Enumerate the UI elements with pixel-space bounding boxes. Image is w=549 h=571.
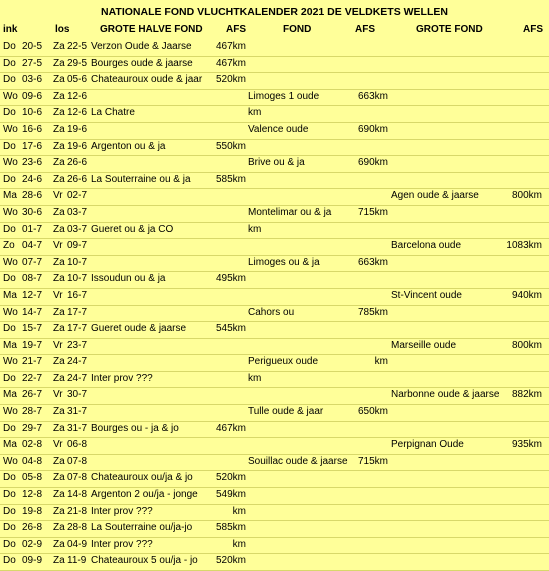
fond-race: km xyxy=(248,107,262,119)
ink-date: 03-6 xyxy=(22,74,43,86)
ink-day: Wo xyxy=(3,356,18,368)
grote-halve-fond-race: La Souterraine ou & ja xyxy=(91,173,191,185)
ink-day: Wo xyxy=(3,455,18,467)
table-row xyxy=(0,538,549,555)
ink-date: 02-8 xyxy=(22,439,43,451)
ink-day: Do xyxy=(3,57,16,69)
ink-day: Do xyxy=(3,223,16,235)
grote-halve-fond-race: Inter prov ??? xyxy=(91,372,153,384)
table-row xyxy=(0,438,549,455)
los-date: 28-8 xyxy=(67,522,88,534)
fond-distance: 663km xyxy=(357,90,388,102)
table-row xyxy=(0,239,549,256)
table-row xyxy=(0,388,549,405)
fond-distance: 690km xyxy=(357,123,388,135)
ink-date: 24-6 xyxy=(22,173,43,185)
los-day: Vr xyxy=(53,439,63,451)
los-date: 17-7 xyxy=(67,306,88,318)
ink-day: Do xyxy=(3,173,16,185)
grote-fond-distance: 800km xyxy=(511,190,542,202)
table-row xyxy=(0,554,549,571)
ink-day: Do xyxy=(3,372,16,384)
fond-distance: km xyxy=(374,356,388,368)
ink-date: 28-7 xyxy=(22,406,43,418)
header-grote-fond: GROTE FOND xyxy=(416,24,483,35)
los-date: 21-8 xyxy=(67,505,88,517)
ink-day: Wo xyxy=(3,256,18,268)
ink-date: 28-6 xyxy=(22,190,43,202)
los-date: 17-7 xyxy=(67,323,88,335)
ink-date: 09-9 xyxy=(22,555,43,567)
ink-date: 09-6 xyxy=(22,90,43,102)
grote-halve-fond-distance: 585km xyxy=(215,173,246,185)
table-row xyxy=(0,106,549,123)
los-date: 10-7 xyxy=(67,273,88,285)
ink-date: 14-7 xyxy=(22,306,43,318)
los-date: 04-9 xyxy=(67,538,88,550)
los-day: Za xyxy=(53,538,65,550)
los-day: Vr xyxy=(53,339,63,351)
table-row xyxy=(0,455,549,472)
ink-day: Do xyxy=(3,140,16,152)
table-row xyxy=(0,471,549,488)
grote-fond-distance: 935km xyxy=(511,439,542,451)
ink-date: 16-6 xyxy=(22,123,43,135)
grote-halve-fond-race: Argenton ou & ja xyxy=(91,140,166,152)
fond-race: Perigueux oude xyxy=(248,356,319,368)
los-date: 12-6 xyxy=(67,107,88,119)
los-day: Za xyxy=(53,41,65,52)
grote-halve-fond-distance: 467km xyxy=(215,57,246,69)
header-afs-halve-fond: AFS xyxy=(226,24,246,35)
ink-date: 19-7 xyxy=(22,339,43,351)
los-date: 29-5 xyxy=(67,57,88,69)
grote-fond-race: Barcelona oude xyxy=(391,240,462,252)
los-day: Za xyxy=(53,306,65,318)
los-date: 14-8 xyxy=(67,489,88,501)
header-los: los xyxy=(55,24,70,35)
table-row xyxy=(0,223,549,240)
ink-date: 21-7 xyxy=(22,356,43,368)
grote-halve-fond-race: Chateauroux 5 ou/ja - jo xyxy=(91,555,198,567)
ink-day: Do xyxy=(3,555,16,567)
los-date: 07-8 xyxy=(67,472,88,484)
fond-race: km xyxy=(248,223,262,235)
fond-race: Valence oude xyxy=(248,123,309,135)
header-grote-halve-fond: GROTE HALVE FOND xyxy=(100,24,203,35)
grote-halve-fond-distance: 467km xyxy=(215,41,246,52)
ink-day: Ma xyxy=(3,389,17,401)
ink-day: Do xyxy=(3,74,16,86)
los-date: 30-7 xyxy=(67,389,88,401)
ink-day: Do xyxy=(3,522,16,534)
table-row xyxy=(0,289,549,306)
ink-day: Zo xyxy=(3,240,15,252)
los-day: Za xyxy=(53,273,65,285)
ink-date: 26-8 xyxy=(22,522,43,534)
ink-date: 05-8 xyxy=(22,472,43,484)
los-day: Za xyxy=(53,406,65,418)
los-day: Vr xyxy=(53,389,63,401)
grote-fond-race: Perpignan Oude xyxy=(391,439,464,451)
table-row xyxy=(0,40,549,57)
grote-halve-fond-race: La Souterraine ou/ja-jo xyxy=(91,522,193,534)
ink-date: 30-6 xyxy=(22,206,43,218)
ink-date: 22-7 xyxy=(22,372,43,384)
fond-race: Tulle oude & jaar xyxy=(248,406,324,418)
ink-day: Do xyxy=(3,472,16,484)
grote-halve-fond-race: Verzon Oude & Jaarse xyxy=(91,41,192,52)
ink-date: 27-5 xyxy=(22,57,43,69)
ink-date: 08-7 xyxy=(22,273,43,285)
table-row xyxy=(0,306,549,323)
table-row xyxy=(0,405,549,422)
grote-halve-fond-race: Argenton 2 ou/ja - jonge xyxy=(91,489,198,501)
los-day: Za xyxy=(53,505,65,517)
grote-fond-distance: 882km xyxy=(511,389,542,401)
table-row xyxy=(0,57,549,74)
los-date: 26-6 xyxy=(67,157,88,169)
ink-date: 19-8 xyxy=(22,505,43,517)
table-row xyxy=(0,189,549,206)
table-row xyxy=(0,206,549,223)
los-day: Za xyxy=(53,123,65,135)
los-date: 09-7 xyxy=(67,240,88,252)
los-day: Za xyxy=(53,455,65,467)
table-row xyxy=(0,156,549,173)
ink-day: Do xyxy=(3,41,16,52)
fond-distance: 715km xyxy=(357,455,388,467)
grote-halve-fond-distance: 520km xyxy=(215,74,246,86)
los-day: Za xyxy=(53,256,65,268)
los-day: Za xyxy=(53,90,65,102)
table-row xyxy=(0,521,549,538)
grote-fond-distance: 1083km xyxy=(506,240,542,252)
grote-halve-fond-distance: 520km xyxy=(215,555,246,567)
los-day: Vr xyxy=(53,190,63,202)
grote-halve-fond-distance: 549km xyxy=(215,489,246,501)
table-row xyxy=(0,339,549,356)
fond-race: km xyxy=(248,372,262,384)
los-day: Za xyxy=(53,173,65,185)
grote-fond-distance: 940km xyxy=(511,289,542,301)
ink-date: 12-8 xyxy=(22,489,43,501)
calendar-table xyxy=(0,40,549,571)
grote-halve-fond-distance: 467km xyxy=(215,422,246,434)
grote-halve-fond-race: Inter prov ??? xyxy=(91,505,153,517)
ink-day: Ma xyxy=(3,339,17,351)
ink-day: Ma xyxy=(3,190,17,202)
table-row xyxy=(0,322,549,339)
ink-day: Wo xyxy=(3,123,18,135)
grote-halve-fond-distance: 520km xyxy=(215,472,246,484)
ink-day: Wo xyxy=(3,90,18,102)
los-day: Za xyxy=(53,522,65,534)
table-row xyxy=(0,422,549,439)
ink-day: Wo xyxy=(3,406,18,418)
los-day: Za xyxy=(53,372,65,384)
ink-date: 04-8 xyxy=(22,455,43,467)
header-fond: FOND xyxy=(283,24,312,35)
ink-day: Do xyxy=(3,422,16,434)
los-date: 19-6 xyxy=(67,123,88,135)
ink-date: 07-7 xyxy=(22,256,43,268)
grote-fond-distance: 800km xyxy=(511,339,542,351)
los-date: 19-6 xyxy=(67,140,88,152)
los-day: Za xyxy=(53,422,65,434)
grote-fond-race: Narbonne oude & jaarse xyxy=(391,389,500,401)
fond-race: Limoges 1 oude xyxy=(248,90,320,102)
grote-halve-fond-race: Chateauroux oude & jaar xyxy=(91,74,203,86)
page-title: NATIONALE FOND VLUCHTKALENDER 2021 DE VELDKETS WELLEN xyxy=(101,6,448,18)
ink-day: Wo xyxy=(3,306,18,318)
table-row xyxy=(0,173,549,190)
los-day: Za xyxy=(53,206,65,218)
table-row xyxy=(0,488,549,505)
los-date: 24-7 xyxy=(67,372,88,384)
grote-halve-fond-distance: km xyxy=(232,538,246,550)
grote-halve-fond-race: Bourges oude & jaarse xyxy=(91,57,193,69)
los-date: 02-7 xyxy=(67,190,88,202)
los-date: 22-5 xyxy=(67,41,88,52)
ink-day: Do xyxy=(3,489,16,501)
fond-distance: 785km xyxy=(357,306,388,318)
los-date: 03-7 xyxy=(67,223,88,235)
grote-halve-fond-race: Gueret oude & jaarse xyxy=(91,323,187,335)
los-date: 03-7 xyxy=(67,206,88,218)
fond-distance: 650km xyxy=(357,406,388,418)
grote-halve-fond-race: Bourges ou - ja & jo xyxy=(91,422,179,434)
table-row xyxy=(0,355,549,372)
los-date: 11-9 xyxy=(67,555,87,567)
grote-halve-fond-race: Chateauroux ou/ja & jo xyxy=(91,472,193,484)
los-day: Vr xyxy=(53,289,63,301)
los-day: Za xyxy=(53,555,65,567)
header-afs-fond: AFS xyxy=(355,24,375,35)
ink-day: Do xyxy=(3,505,16,517)
header-ink: ink xyxy=(3,24,18,35)
los-date: 10-7 xyxy=(67,256,88,268)
grote-halve-fond-race: Inter prov ??? xyxy=(91,538,153,550)
grote-fond-race: St-Vincent oude xyxy=(391,289,462,301)
table-row xyxy=(0,272,549,289)
los-date: 05-6 xyxy=(67,74,88,86)
los-day: Za xyxy=(53,489,65,501)
ink-day: Ma xyxy=(3,289,17,301)
grote-halve-fond-distance: 550km xyxy=(215,140,246,152)
fond-race: Brive ou & ja xyxy=(248,157,305,169)
fond-distance: 715km xyxy=(357,206,388,218)
ink-day: Wo xyxy=(3,206,18,218)
grote-halve-fond-distance: 495km xyxy=(215,273,246,285)
ink-day: Do xyxy=(3,273,16,285)
grote-halve-fond-distance: 545km xyxy=(215,323,246,335)
table-row xyxy=(0,256,549,273)
fond-race: Souillac oude & jaarse xyxy=(248,455,348,467)
los-date: 16-7 xyxy=(67,289,88,301)
los-day: Za xyxy=(53,223,65,235)
fond-distance: 663km xyxy=(357,256,388,268)
grote-halve-fond-distance: 585km xyxy=(215,522,246,534)
ink-day: Do xyxy=(3,323,16,335)
ink-date: 29-7 xyxy=(22,422,43,434)
table-row xyxy=(0,505,549,522)
ink-date: 01-7 xyxy=(22,223,43,235)
los-day: Za xyxy=(53,472,65,484)
ink-day: Ma xyxy=(3,439,17,451)
los-day: Za xyxy=(53,323,65,335)
table-row xyxy=(0,90,549,107)
column-header-row xyxy=(0,24,549,38)
header-afs-grote-fond: AFS xyxy=(523,24,543,35)
ink-day: Wo xyxy=(3,157,18,169)
ink-day: Do xyxy=(3,538,16,550)
ink-date: 15-7 xyxy=(22,323,43,335)
ink-date: 20-5 xyxy=(22,41,43,52)
ink-day: Do xyxy=(3,107,16,119)
grote-halve-fond-race: La Chatre xyxy=(91,107,135,119)
ink-date: 23-6 xyxy=(22,157,43,169)
los-day: Za xyxy=(53,140,65,152)
los-date: 24-7 xyxy=(67,356,88,368)
table-row xyxy=(0,123,549,140)
grote-halve-fond-race: Issoudun ou & ja xyxy=(91,273,166,285)
los-day: Za xyxy=(53,107,65,119)
los-date: 23-7 xyxy=(67,339,88,351)
grote-fond-race: Agen oude & jaarse xyxy=(391,190,479,202)
los-date: 12-6 xyxy=(67,90,88,102)
los-day: Vr xyxy=(53,240,63,252)
los-day: Za xyxy=(53,157,65,169)
grote-fond-race: Marseille oude xyxy=(391,339,457,351)
ink-date: 12-7 xyxy=(22,289,43,301)
ink-date: 02-9 xyxy=(22,538,43,550)
grote-halve-fond-distance: km xyxy=(232,505,246,517)
los-date: 31-7 xyxy=(67,422,88,434)
los-date: 06-8 xyxy=(67,439,88,451)
ink-date: 26-7 xyxy=(22,389,43,401)
los-date: 26-6 xyxy=(67,173,88,185)
los-date: 07-8 xyxy=(67,455,88,467)
table-row xyxy=(0,372,549,389)
fond-race: Montelimar ou & ja xyxy=(248,206,332,218)
ink-date: 04-7 xyxy=(22,240,43,252)
grote-halve-fond-race: Gueret ou & ja CO xyxy=(91,223,174,235)
fond-distance: 690km xyxy=(357,157,388,169)
los-day: Za xyxy=(53,57,65,69)
los-day: Za xyxy=(53,356,65,368)
table-row xyxy=(0,140,549,157)
fond-race: Cahors ou xyxy=(248,306,295,318)
ink-date: 10-6 xyxy=(22,107,43,119)
fond-race: Limoges ou & ja xyxy=(248,256,320,268)
los-date: 31-7 xyxy=(67,406,88,418)
ink-date: 17-6 xyxy=(22,140,43,152)
table-row xyxy=(0,73,549,90)
los-day: Za xyxy=(53,74,65,86)
